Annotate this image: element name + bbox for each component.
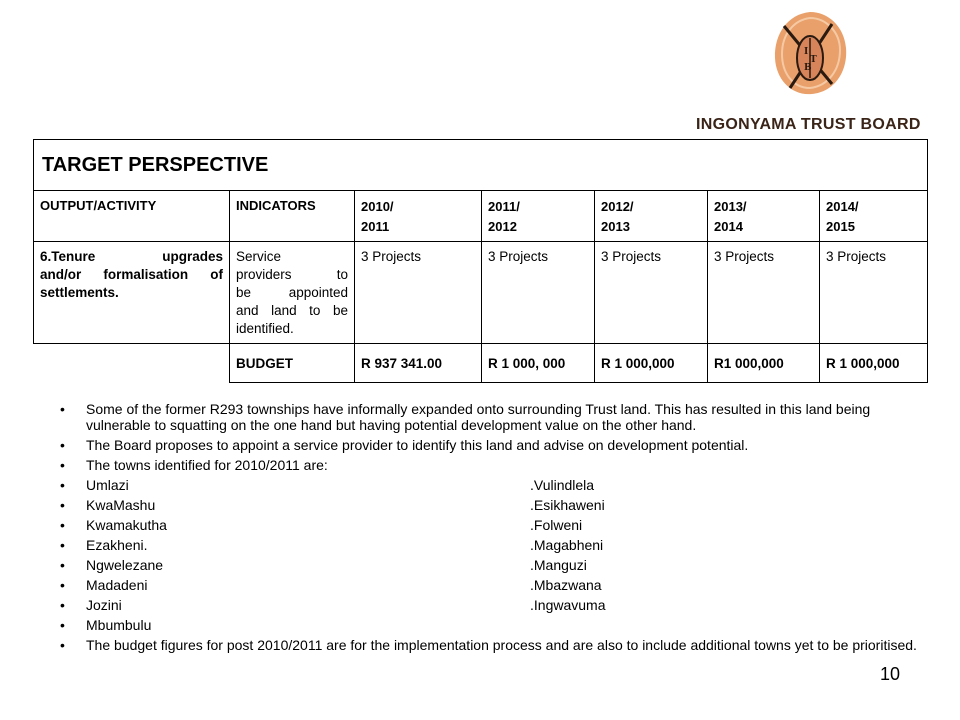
budget-cell: R 1 000, 000: [482, 344, 595, 383]
town-item: • KwaMashu .Esikhaweni: [60, 497, 920, 513]
town-item: • Jozini .Ingwavuma: [60, 597, 920, 613]
indicator-cell: Service providers to be appointed and land to be identified.: [230, 242, 355, 344]
budget-cell: R 1 000,000: [820, 344, 928, 383]
target-cell: 3 Projects: [820, 242, 928, 344]
budget-cell: R 1 000,000: [595, 344, 708, 383]
target-cell: 3 Projects: [708, 242, 820, 344]
budget-cell: R1 000,000: [708, 344, 820, 383]
header-year: 2013/ 2014: [708, 191, 820, 242]
logo-wordmark: INGONYAMA TRUST BOARD: [696, 116, 921, 133]
target-perspective-table: [33, 139, 928, 383]
target-cell: 3 Projects: [355, 242, 482, 344]
table-title: TARGET PERSPECTIVE: [34, 140, 928, 191]
town-item: • Kwamakutha .Folweni: [60, 517, 920, 533]
bullet-item: • Some of the former R293 townships have informally expanded onto surrounding Trust land. This has resulted in this land being vulnerable to squatting on the one hand but having potential development value on the other hand.: [60, 401, 920, 433]
bullet-item: • The towns identified for 2010/2011 are:: [60, 457, 920, 473]
seal-emblem-icon: [770, 8, 850, 108]
town-item: • Ngwelezane .Manguzi: [60, 557, 920, 573]
header-indicators: INDICATORS: [230, 191, 355, 242]
header-output-activity: OUTPUT/ACTIVITY: [34, 191, 230, 242]
ingonyama-trust-board-logo: [690, 8, 930, 133]
header-year: 2011/ 2012: [482, 191, 595, 242]
town-item: • Madadeni .Mbazwana: [60, 577, 920, 593]
bullet-item: • The budget figures for post 2010/2011 are for the implementation process and are also to include additional towns yet to be prioritised.: [60, 637, 920, 653]
empty-cell: [34, 344, 230, 383]
activity-cell: 6.Tenure upgrades and/or formalisation of settlements.: [34, 242, 230, 344]
budget-label: BUDGET: [230, 344, 355, 383]
svg-text:B: B: [804, 63, 812, 73]
target-cell: 3 Projects: [482, 242, 595, 344]
town-item: • Umlazi .Vulindlela: [60, 477, 920, 493]
target-cell: 3 Projects: [595, 242, 708, 344]
town-item: • Ezakheni. .Magabheni: [60, 537, 920, 553]
budget-cell: R 937 341.00: [355, 344, 482, 383]
page-number: 10: [880, 664, 901, 684]
svg-text:I: I: [804, 47, 809, 57]
svg-text:T: T: [810, 55, 817, 65]
header-year: 2010/ 2011: [355, 191, 482, 242]
header-year: 2012/ 2013: [595, 191, 708, 242]
bullet-list: [60, 401, 920, 657]
header-year: 2014/ 2015: [820, 191, 928, 242]
town-item: • Mbumbulu: [60, 617, 920, 633]
bullet-item: • The Board proposes to appoint a service provider to identify this land and advise on development potential.: [60, 437, 920, 453]
